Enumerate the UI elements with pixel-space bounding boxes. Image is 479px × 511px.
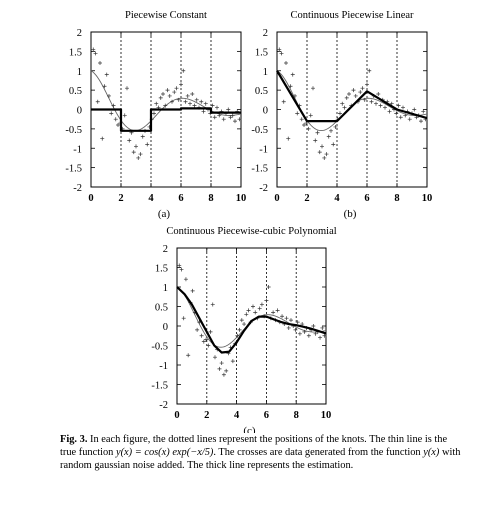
y-tick-label: -0.5 [65,124,82,136]
x-tick-label: 8 [208,193,214,204]
panel-label: (b) [343,208,357,220]
data-point-cross [253,310,257,314]
data-point-cross [191,289,195,293]
data-point-cross [107,94,111,98]
x-tick-label: 10 [421,193,433,204]
x-tick-label: 4 [334,193,340,204]
data-point-cross [233,119,237,123]
data-point-cross [134,144,138,148]
data-point-cross [204,102,208,106]
data-point-cross [166,88,170,92]
data-point-cross [154,102,158,106]
data-point-cross [271,310,275,314]
data-point-cross [264,299,268,303]
data-point-cross [318,336,322,340]
data-point-cross [103,84,107,88]
data-point-cross [320,144,324,148]
data-point-cross [394,111,398,115]
data-point-cross [136,156,140,160]
data-point-cross [177,264,181,268]
x-tick-label: 0 [174,410,180,421]
data-point-cross [277,47,281,51]
data-point-cross [325,152,329,156]
data-point-cross [284,61,288,65]
data-point-cross [209,330,213,334]
data-point-cross [168,94,172,98]
data-point-cross [202,340,206,344]
data-point-cross [184,277,188,281]
data-point-cross [226,108,230,112]
data-point-cross [276,308,280,312]
data-point-cross [231,113,235,117]
chart-panel-1 [65,10,246,220]
figure-caption [60,433,465,473]
data-point-cross [100,137,104,141]
data-point-cross [412,108,416,112]
data-point-cross [94,51,98,55]
y-tick-label: -2 [159,400,168,411]
data-point-cross [222,117,226,121]
data-point-cross [91,47,95,51]
data-point-cross [193,104,197,108]
data-point-cross [388,109,392,113]
data-point-cross [258,306,262,310]
y-tick-label: -2 [73,183,82,194]
data-point-cross [179,82,183,86]
data-point-cross [123,113,127,117]
x-tick-label: 10 [235,193,247,204]
data-point-cross [287,326,291,330]
y-tick-label: -1.5 [251,163,268,175]
data-point-cross [367,69,371,73]
data-point-cross [282,100,286,104]
x-tick-label: 2 [304,193,310,204]
data-point-cross [401,106,405,110]
chart-panel-2 [251,10,432,220]
data-point-cross [213,115,217,119]
data-point-cross [247,308,251,312]
caption-text-2: . The crosses are data generated from the function [213,447,424,459]
x-tick-label: 6 [263,410,270,421]
estimate-line [177,287,326,353]
panel-label: (c) [243,425,256,433]
true-function-line [91,71,241,131]
data-point-cross [184,100,188,104]
data-point-cross [217,367,221,371]
data-point-cross [125,86,129,90]
y-tick-label: 1 [262,66,268,78]
data-point-cross [311,86,315,90]
data-point-cross [159,96,163,100]
data-point-cross [127,139,131,143]
y-tick-label: -1.5 [151,380,168,392]
x-tick-label: 0 [274,193,280,204]
data-point-cross [280,314,284,318]
data-point-cross [354,94,358,98]
data-point-cross [200,334,204,338]
data-point-cross [109,111,113,115]
chart-title: Continuous Piecewise Linear [290,10,414,21]
data-point-cross [300,117,304,121]
data-point-cross [105,73,109,77]
data-point-cross [320,326,324,330]
x-tick-label: 8 [293,410,299,421]
data-point-cross [199,100,203,104]
y-tick-label: 0.5 [68,86,82,98]
data-point-cross [318,150,322,154]
data-point-cross [352,88,356,92]
data-point-cross [379,104,383,108]
data-point-cross [309,113,313,117]
data-point-cross [202,109,206,113]
data-point-cross [172,90,176,94]
data-point-cross [289,84,293,88]
data-point-cross [139,152,143,156]
data-point-cross [96,100,100,104]
data-point-cross [141,135,145,139]
data-point-cross [220,361,224,365]
y-tick-label: 0.5 [254,86,268,98]
data-point-cross [182,316,186,320]
data-point-cross [313,139,317,143]
y-tick-label: 1.5 [154,263,168,275]
data-point-cross [298,332,302,336]
y-tick-label: -1 [73,144,82,156]
y-tick-label: 0 [262,105,268,117]
data-point-cross [186,94,190,98]
data-point-cross [240,318,244,322]
data-point-cross [251,305,255,309]
data-point-cross [215,106,219,110]
x-tick-label: 2 [204,410,210,421]
x-tick-label: 2 [118,193,124,204]
data-point-cross [114,117,118,121]
y-tick-label: -1.5 [65,163,82,175]
x-tick-label: 4 [233,410,240,421]
data-point-cross [293,328,297,332]
data-point-cross [331,142,335,146]
data-point-cross [267,285,271,289]
x-tick-label: 0 [88,193,94,204]
y-tick-label: -1 [259,144,268,156]
caption-function: y(x) = cos(x) exp(−x/5) [115,447,214,459]
data-point-cross [195,98,199,102]
data-point-cross [244,312,248,316]
y-tick-label: 1.5 [68,47,82,59]
x-tick-label: 4 [148,193,154,204]
data-point-cross [307,127,311,131]
data-point-cross [132,150,136,154]
y-tick-label: -1 [159,361,168,372]
data-point-cross [161,92,165,96]
data-point-cross [116,123,120,127]
data-point-cross [345,96,349,100]
y-tick-label: 1 [162,283,168,294]
x-tick-label: 6 [364,193,370,204]
data-point-cross [421,109,425,113]
data-point-cross [374,102,378,106]
data-point-cross [307,334,311,338]
data-point-cross [186,353,190,357]
data-point-cross [311,324,315,328]
chart-panel-3 [151,226,336,433]
data-point-cross [175,86,179,90]
data-point-cross [181,69,185,73]
data-point-cross [343,106,347,110]
data-point-cross [302,123,306,127]
data-point-cross [383,106,387,110]
y-tick-label: 0.5 [154,302,168,314]
y-tick-label: 2 [76,28,82,39]
y-tick-label: 1.5 [254,47,268,59]
data-point-cross [295,111,299,115]
y-tick-label: -2 [259,183,268,194]
data-point-cross [338,111,342,115]
y-tick-label: -0.5 [151,341,168,353]
data-point-cross [327,135,331,139]
y-tick-label: 2 [162,244,168,255]
data-point-cross [242,322,246,326]
data-point-cross [329,129,333,133]
data-point-cross [238,328,242,332]
data-point-cross [408,117,412,121]
data-point-cross [98,61,102,65]
chart-title: Piecewise Constant [125,10,207,21]
data-point-cross [188,102,192,106]
data-point-cross [231,359,235,363]
caption-function-2: y(x) [423,447,440,459]
estimate-line [91,108,241,130]
y-tick-label: 1 [76,66,82,78]
data-point-cross [213,355,217,359]
data-point-cross [322,156,326,160]
data-point-cross [286,137,290,141]
caption-text-1: In each figure, the dotted lines represent the positions of the knots. The thin line is the true function [60,434,448,459]
data-point-cross [376,92,380,96]
data-point-cross [347,92,351,96]
y-tick-label: -0.5 [251,124,268,136]
data-point-cross [145,142,149,146]
data-point-cross [358,90,362,94]
data-point-cross [195,328,199,332]
data-point-cross [179,267,183,271]
y-tick-label: 2 [262,28,268,39]
chart-title: Continuous Piecewise-cubic Polynomial [166,226,337,237]
data-point-cross [211,303,215,307]
data-point-cross [419,119,423,123]
y-tick-label: 0 [76,105,82,117]
data-point-cross [399,115,403,119]
data-point-cross [224,369,228,373]
data-point-cross [316,131,320,135]
x-tick-label: 6 [178,193,184,204]
true-function-line [277,71,427,131]
data-point-cross [289,318,293,322]
caption-label: Fig. 3. [60,434,88,445]
data-point-cross [222,373,226,377]
data-point-cross [152,111,156,115]
data-point-cross [361,86,365,90]
data-point-cross [365,82,369,86]
panel-label: (a) [157,208,171,220]
data-point-cross [190,92,194,96]
x-tick-label: 10 [320,410,332,421]
caption-text-3: with random gaussian noise added. The thick line represents the estimation. [60,447,461,472]
x-tick-label: 8 [394,193,400,204]
data-point-cross [370,100,374,104]
data-point-cross [340,102,344,106]
data-point-cross [260,303,264,307]
data-point-cross [285,316,289,320]
data-point-cross [291,73,295,77]
y-tick-label: 0 [162,322,168,333]
data-point-cross [280,51,284,55]
